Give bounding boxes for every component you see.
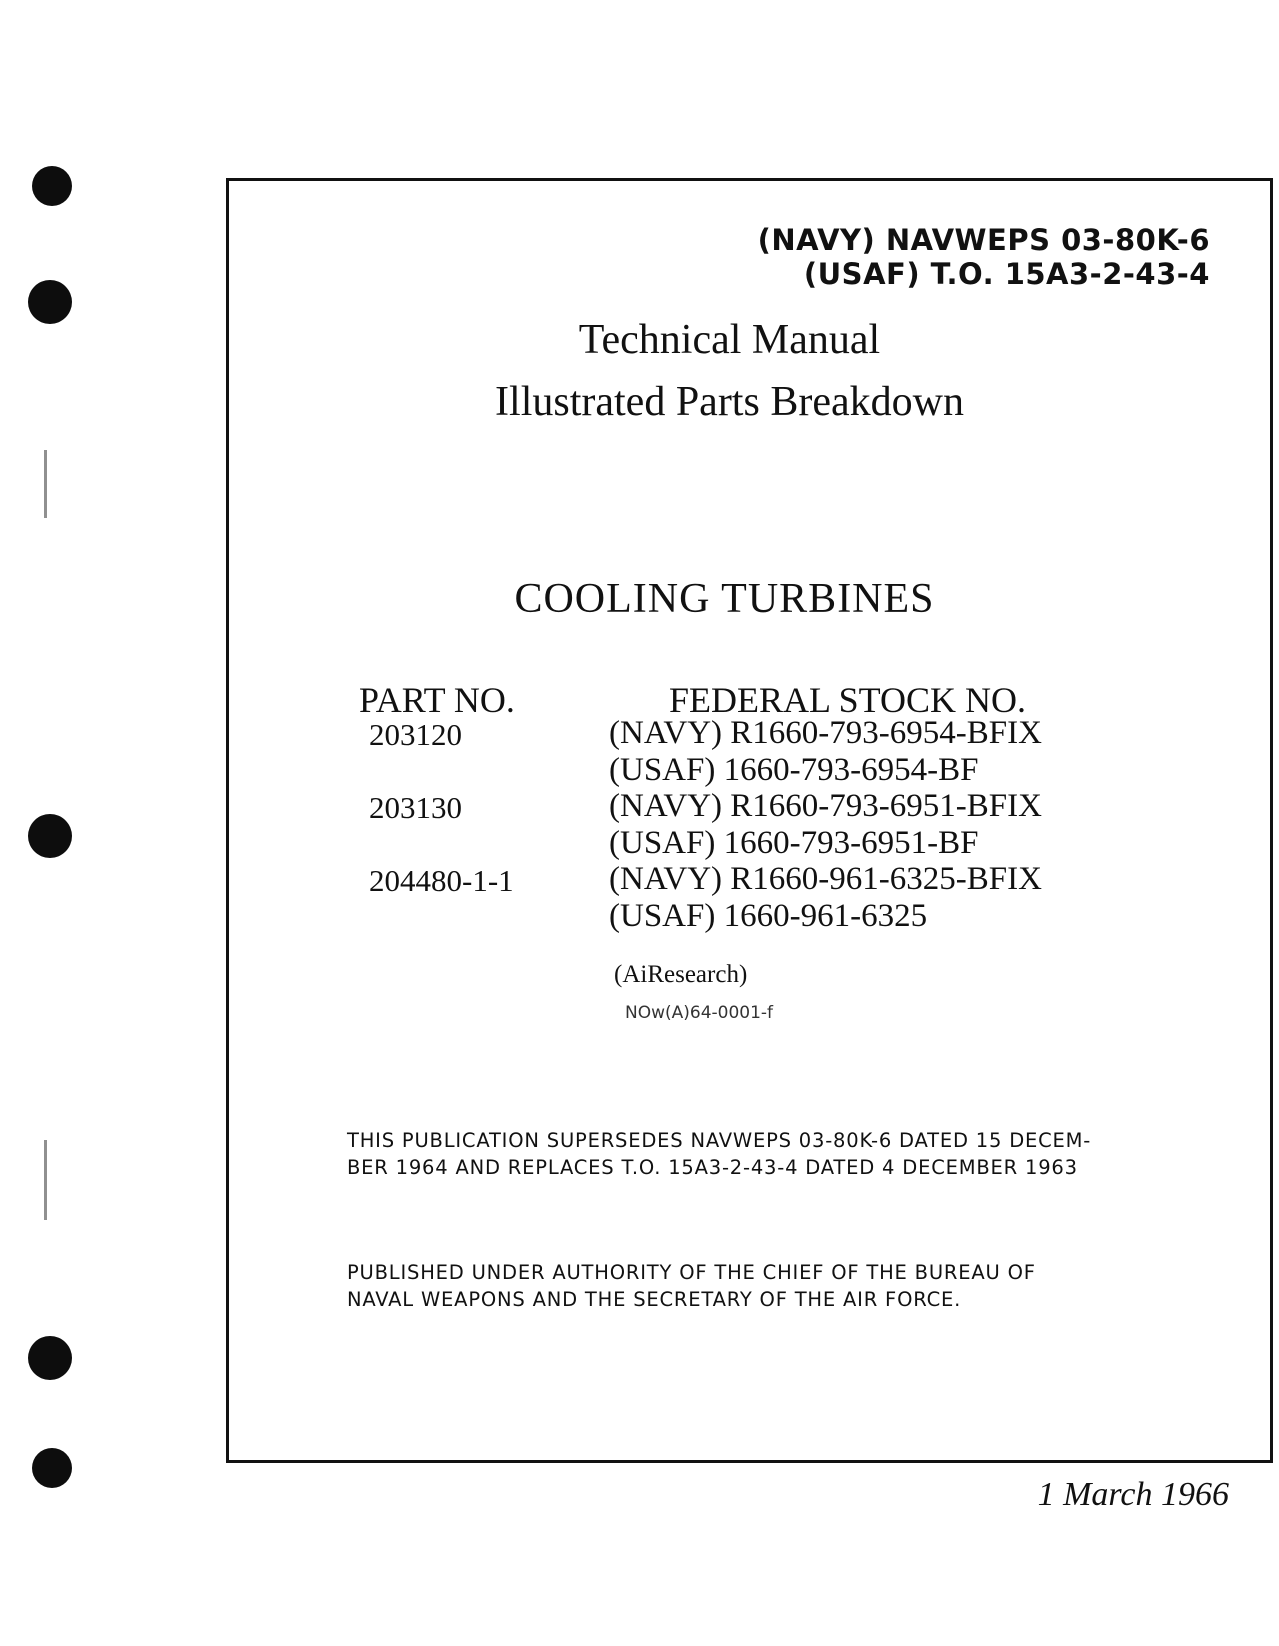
document-identifiers (758, 223, 1210, 291)
part-no-cell: 203120 (369, 717, 462, 752)
binder-hole-2 (28, 280, 72, 324)
manual-title (189, 309, 1270, 433)
subject-title: COOLING TURBINES (514, 576, 935, 622)
supersedes-notice (347, 1127, 1091, 1181)
usaf-identifier: (USAF) T.O. 15A3-2-43-4 (803, 257, 1210, 291)
stock-no-navy-cell: (NAVY) R1660-961-6325-BFIX (609, 861, 1042, 897)
supersedes-line-2: BER 1964 AND REPLACES T.O. 15A3-2-43-4 DATED 4 DECEMBER 1963 (347, 1156, 1078, 1179)
authority-line-2: NAVAL WEAPONS AND THE SECRETARY OF THE AIR FORCE. (347, 1288, 962, 1311)
part-no-header: PART NO. (359, 680, 515, 720)
authority-line-1: PUBLISHED UNDER AUTHORITY OF THE CHIEF OF THE BUREAU OF (347, 1261, 1036, 1284)
scan-mark (44, 1140, 47, 1220)
scan-mark (44, 450, 47, 518)
stock-no-navy-cell: (NAVY) R1660-793-6951-BFIX (609, 788, 1042, 824)
publication-date: 1 March 1966 (1037, 1476, 1229, 1513)
stock-no-usaf-cell: (USAF) 1660-961-6325 (609, 898, 928, 934)
stock-no-usaf-cell: (USAF) 1660-793-6951-BF (609, 825, 979, 861)
manufacturer: (AiResearch) (614, 961, 748, 988)
cover-frame (226, 178, 1273, 1463)
authority-notice (347, 1259, 1036, 1313)
stock-no-navy-cell: (NAVY) R1660-793-6954-BFIX (609, 715, 1042, 751)
stock-no-usaf-cell: (USAF) 1660-793-6954-BF (609, 752, 979, 788)
part-no-cell: 203130 (369, 790, 462, 825)
stock-no-header: FEDERAL STOCK NO. (669, 680, 1027, 720)
part-no-cell: 204480-1-1 (369, 863, 514, 898)
navy-identifier: (NAVY) NAVWEPS 03-80K-6 (757, 223, 1210, 257)
supersedes-line-1: THIS PUBLICATION SUPERSEDES NAVWEPS 03-80K-6 DATED 15 DECEM- (347, 1129, 1092, 1152)
title-line-2: Illustrated Parts Breakdown (495, 379, 964, 425)
contract-number: NOw(A)64-0001-f (625, 1003, 774, 1023)
binder-hole-3 (28, 814, 72, 858)
binder-hole-1 (32, 166, 72, 206)
binder-hole-4 (28, 1336, 72, 1380)
title-line-1: Technical Manual (578, 317, 881, 363)
binder-hole-5 (32, 1448, 72, 1488)
